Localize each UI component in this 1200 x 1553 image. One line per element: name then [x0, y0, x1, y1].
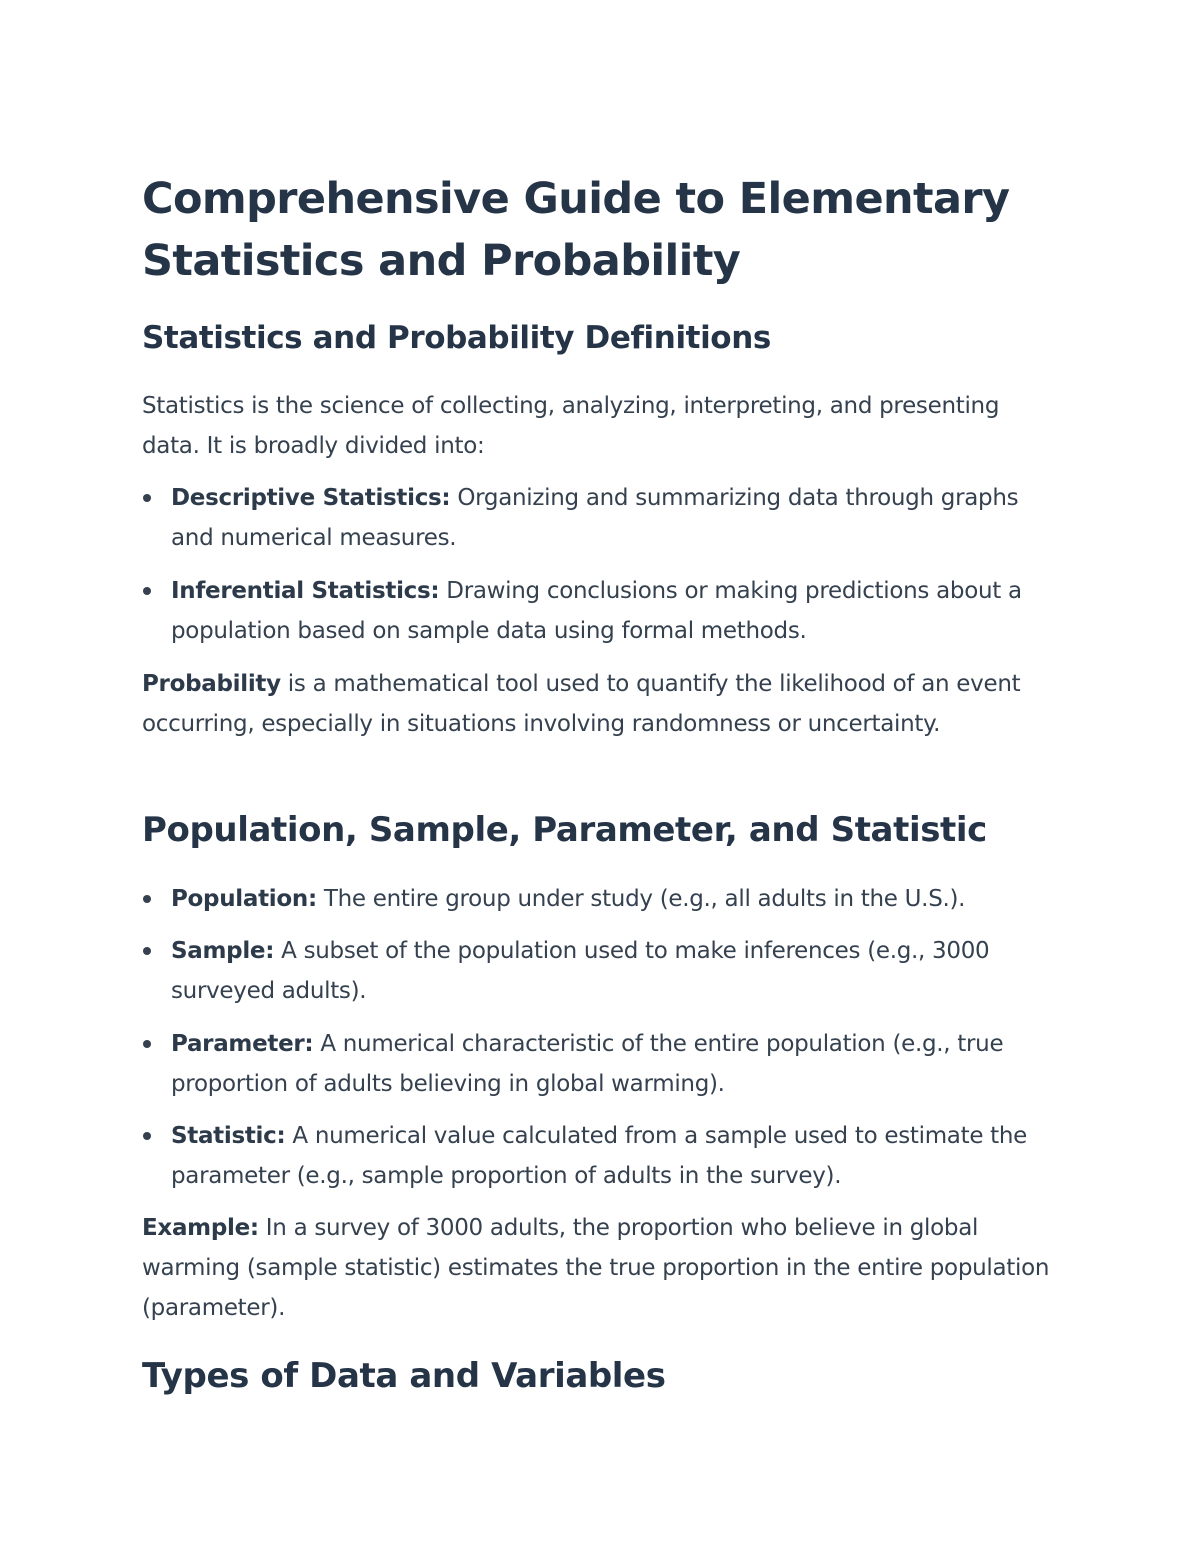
list-item — [142, 1116, 1062, 1196]
bullet-text: Organizing and summarizing data through graphs and numerical measures. — [171, 485, 1019, 551]
definitions-heading: Statistics and Probability Definitions — [142, 320, 771, 356]
bullet-icon — [143, 587, 151, 595]
list-item — [142, 571, 1062, 651]
bullet-icon — [143, 895, 151, 903]
bullet-term: Descriptive Statistics: — [171, 485, 451, 511]
page-title: Comprehensive Guide to Elementary Statistics and Probability — [142, 174, 1010, 286]
bullet-text: Drawing conclusions or making predictions about a population based on sample data using formal methods. — [171, 578, 1022, 644]
probability-paragraph — [142, 664, 1062, 744]
example-paragraph — [142, 1208, 1062, 1328]
bullet-text: A subset of the population used to make inferences (e.g., 3000 surveyed adults). — [171, 938, 990, 1004]
bullet-icon — [143, 947, 151, 955]
bullet-icon — [143, 1132, 151, 1140]
bullet-icon — [143, 494, 151, 502]
bullet-text: A numerical characteristic of the entire population (e.g., true proportion of adults believing in global warming). — [171, 1031, 1004, 1097]
bullet-term: Sample: — [171, 938, 275, 964]
bullet-term: Inferential Statistics: — [171, 578, 440, 604]
list-item — [142, 879, 1062, 919]
definitions-intro: Statistics is the science of collecting, analyzing, interpreting, and presenting data. It is broadly divided into: — [142, 393, 1000, 459]
probability-text: is a mathematical tool used to quantify the likelihood of an event occurring, especially in situations involving randomness or uncertainty. — [142, 671, 1021, 737]
bullet-term: Parameter: — [171, 1031, 314, 1057]
bullet-text: The entire group under study (e.g., all adults in the U.S.). — [316, 886, 966, 912]
list-item — [142, 931, 1062, 1011]
example-term: Example: — [142, 1215, 259, 1241]
population-heading: Population, Sample, Parameter, and Statistic — [142, 810, 987, 850]
list-item — [142, 1024, 1062, 1104]
list-item — [142, 478, 1062, 558]
bullet-text: A numerical value calculated from a sample used to estimate the parameter (e.g., sample proportion of adults in the survey). — [171, 1123, 1028, 1189]
probability-term: Probability — [142, 671, 281, 697]
example-text: In a survey of 3000 adults, the proportion who believe in global warming (sample statistic) estimates the true proportion in the entire population (parameter). — [142, 1215, 1050, 1321]
types-heading: Types of Data and Variables — [142, 1356, 666, 1396]
bullet-term: Population: — [171, 886, 317, 912]
bullet-icon — [143, 1040, 151, 1048]
bullet-term: Statistic: — [171, 1123, 286, 1149]
